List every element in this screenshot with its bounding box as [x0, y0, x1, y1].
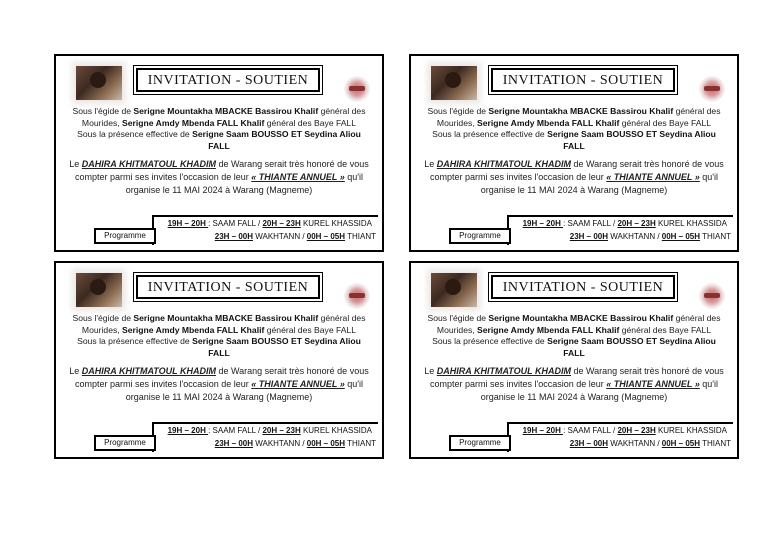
portrait-photo [431, 66, 477, 100]
invite-text [66, 365, 372, 404]
programme-label: Programme [94, 228, 156, 244]
portrait-photo [76, 273, 122, 307]
portrait-photo [431, 273, 477, 307]
programme-label: Programme [94, 435, 156, 451]
invitation-card [54, 261, 384, 459]
text-fragment: général des Baye FALL [619, 324, 712, 335]
seal-icon [344, 283, 370, 309]
invite-text [421, 158, 727, 197]
event-name: « THIANTE ANNUEL » [251, 172, 345, 183]
dahira-name: DAHIRA KHITMATOUL KHADIM [436, 366, 571, 377]
slot-label: KUREL KHASSIDA [300, 219, 372, 228]
invite-text [421, 365, 727, 404]
programme-label: Programme [449, 228, 511, 244]
patronage-text [66, 313, 372, 336]
khalif-name: Serigne Amdy Mbenda FALL Khalif [122, 117, 265, 128]
patronage-text [421, 313, 727, 336]
text-fragment: général des Mourides, [436, 106, 721, 128]
event-name: « THIANTE ANNUEL » [251, 379, 345, 390]
text-fragment: qu'il organise le 11 MAI 2024 à Warang (Magneme) [480, 379, 719, 403]
patronage-text [421, 106, 727, 129]
slot-label: THIANT [345, 232, 376, 241]
presence-text [66, 336, 372, 359]
patronage-text [66, 106, 372, 129]
slot-label: : SAAM FALL / [208, 219, 263, 228]
slot-label: THIANT [700, 232, 731, 241]
schedule [152, 422, 378, 452]
slot-label: THIANT [345, 439, 376, 448]
text-fragment: général des Baye FALL [264, 324, 357, 335]
khalif-name: Serigne Amdy Mbenda FALL Khalif [477, 117, 620, 128]
guest-names: Serigne Saam BOUSSO ET Seydina Aliou FALL [192, 129, 361, 151]
event-name: « THIANTE ANNUEL » [606, 172, 700, 183]
card-title: INVITATION - SOUTIEN [136, 68, 320, 92]
card-title: INVITATION - SOUTIEN [491, 275, 675, 299]
card-body [421, 313, 727, 404]
text-fragment: de Warang serait très honoré de vous compter parmi ses invites l'occasion de leur [74, 159, 369, 183]
text-fragment: Le [424, 366, 437, 377]
programme-label: Programme [449, 435, 511, 451]
schedule [507, 422, 733, 452]
khalif-name: Serigne Amdy Mbenda FALL Khalif [477, 324, 620, 335]
presence-text [66, 129, 372, 152]
event-name: « THIANTE ANNUEL » [606, 379, 700, 390]
time-slot: 19H – 20H [167, 426, 209, 435]
khalif-name: Serigne Mountakha MBACKE Bassirou Khalif [133, 313, 319, 323]
time-slot: 19H – 20H [167, 219, 209, 228]
time-slot: 19H – 20H [522, 426, 564, 435]
time-slot: 23H – 00H [569, 232, 608, 241]
dahira-name: DAHIRA KHITMATOUL KHADIM [81, 159, 216, 170]
text-fragment: de Warang serait très honoré de vous compter parmi ses invites l'occasion de leur [74, 366, 369, 390]
guest-names: Serigne Saam BOUSSO ET Seydina Aliou FALL [547, 336, 716, 358]
schedule-row [154, 424, 376, 437]
card-title: INVITATION - SOUTIEN [491, 68, 675, 92]
presence-text [421, 336, 727, 359]
text-fragment: qu'il organise le 11 MAI 2024 à Warang (Magneme) [480, 172, 719, 196]
slot-label: WAKHTANN / [253, 232, 307, 241]
text-fragment: qu'il organise le 11 MAI 2024 à Warang (Magneme) [125, 172, 364, 196]
invite-text [66, 158, 372, 197]
slot-label: KUREL KHASSIDA [300, 426, 372, 435]
khalif-name: Serigne Mountakha MBACKE Bassirou Khalif [488, 106, 674, 116]
text-fragment: général des Baye FALL [619, 117, 712, 128]
slot-label: WAKHTANN / [253, 439, 307, 448]
text-fragment: qu'il organise le 11 MAI 2024 à Warang (Magneme) [125, 379, 364, 403]
text-fragment: Sous la présence effective de [77, 129, 193, 140]
text-fragment: Sous la présence effective de [432, 129, 548, 140]
text-fragment: de Warang serait très honoré de vous compter parmi ses invites l'occasion de leur [429, 159, 724, 183]
schedule-row [509, 217, 731, 230]
time-slot: 00H – 05H [661, 439, 701, 448]
slot-label: : SAAM FALL / [563, 426, 618, 435]
time-slot: 20H – 23H [262, 426, 301, 435]
seal-icon [699, 76, 725, 102]
time-slot: 00H – 05H [306, 232, 346, 241]
invitation-card [409, 261, 739, 459]
text-fragment: Le [69, 159, 82, 170]
invitation-card [409, 54, 739, 252]
text-fragment: Sous la présence effective de [432, 336, 548, 347]
text-fragment: Sous l'égide de [72, 106, 134, 116]
text-fragment: de Warang serait très honoré de vous compter parmi ses invites l'occasion de leur [429, 366, 724, 390]
schedule-row [509, 424, 731, 437]
text-fragment: général des Mourides, [81, 106, 366, 128]
card-body [66, 313, 372, 404]
khalif-name: Serigne Mountakha MBACKE Bassirou Khalif [133, 106, 319, 116]
text-fragment: Sous l'égide de [427, 313, 489, 323]
slot-label: KUREL KHASSIDA [655, 219, 727, 228]
schedule-row [154, 230, 376, 243]
slot-label: WAKHTANN / [608, 232, 662, 241]
schedule [507, 215, 733, 245]
slot-label: WAKHTANN / [608, 439, 662, 448]
schedule [152, 215, 378, 245]
text-fragment: général des Mourides, [81, 313, 366, 335]
text-fragment: Sous l'égide de [427, 106, 489, 116]
seal-icon [344, 76, 370, 102]
text-fragment: général des Mourides, [436, 313, 721, 335]
text-fragment: Sous la présence effective de [77, 336, 193, 347]
time-slot: 00H – 05H [306, 439, 346, 448]
khalif-name: Serigne Amdy Mbenda FALL Khalif [122, 324, 265, 335]
slot-label: KUREL KHASSIDA [655, 426, 727, 435]
presence-text [421, 129, 727, 152]
text-fragment: Le [424, 159, 437, 170]
seal-icon [699, 283, 725, 309]
dahira-name: DAHIRA KHITMATOUL KHADIM [436, 159, 571, 170]
time-slot: 00H – 05H [661, 232, 701, 241]
khalif-name: Serigne Mountakha MBACKE Bassirou Khalif [488, 313, 674, 323]
invitation-card [54, 54, 384, 252]
card-body [421, 106, 727, 197]
time-slot: 20H – 23H [262, 219, 301, 228]
time-slot: 20H – 23H [617, 426, 656, 435]
schedule-row [154, 217, 376, 230]
time-slot: 23H – 00H [214, 439, 253, 448]
slot-label: : SAAM FALL / [208, 426, 263, 435]
text-fragment: Le [69, 366, 82, 377]
card-title: INVITATION - SOUTIEN [136, 275, 320, 299]
guest-names: Serigne Saam BOUSSO ET Seydina Aliou FALL [192, 336, 361, 358]
schedule-row [154, 437, 376, 450]
portrait-photo [76, 66, 122, 100]
slot-label: : SAAM FALL / [563, 219, 618, 228]
time-slot: 19H – 20H [522, 219, 564, 228]
schedule-row [509, 230, 731, 243]
dahira-name: DAHIRA KHITMATOUL KHADIM [81, 366, 216, 377]
time-slot: 20H – 23H [617, 219, 656, 228]
card-body [66, 106, 372, 197]
text-fragment: Sous l'égide de [72, 313, 134, 323]
time-slot: 23H – 00H [569, 439, 608, 448]
time-slot: 23H – 00H [214, 232, 253, 241]
schedule-row [509, 437, 731, 450]
text-fragment: général des Baye FALL [264, 117, 357, 128]
slot-label: THIANT [700, 439, 731, 448]
guest-names: Serigne Saam BOUSSO ET Seydina Aliou FALL [547, 129, 716, 151]
